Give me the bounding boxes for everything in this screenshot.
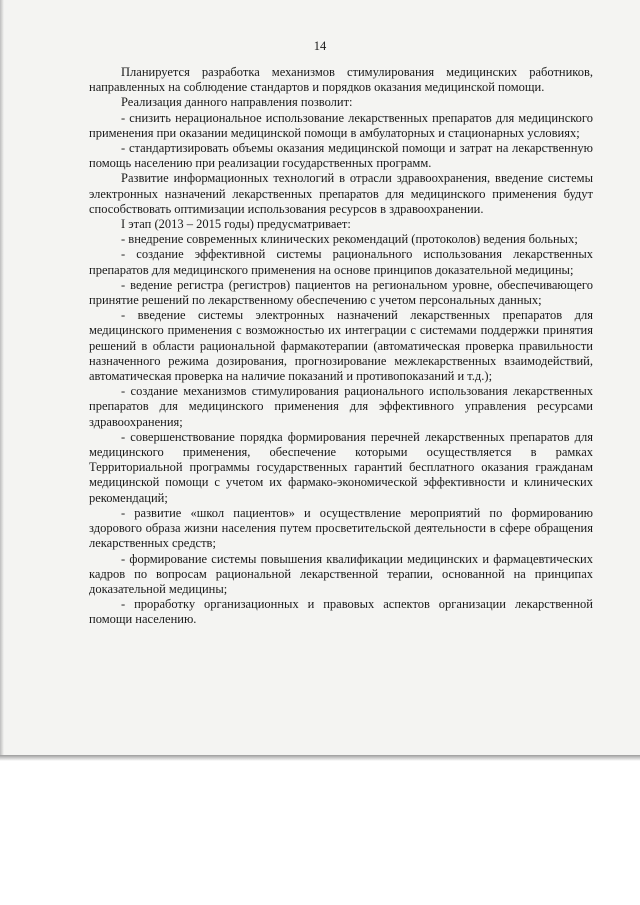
scan-bottom-shadow <box>0 755 640 761</box>
document-body <box>89 65 593 628</box>
paragraph-stimulation-plan: Планируется разработка механизмов стимулирования медицинских работников, направленных на соблюдение стандартов и порядков оказания медицинской помощи. <box>89 65 593 95</box>
list-item-clinical-guidelines: - внедрение современных клинических рекомендаций (протоколов) ведения больных; <box>121 232 578 247</box>
list-item-staff-qualification: - формирование системы повышения квалификации медицинских и фармацевтических кадров по вопросам рациональной лекарственной терапии, основанной на принципах доказательной медицины; <box>89 551 593 596</box>
list-item-patient-schools: - развитие «школ пациентов» и осуществление мероприятий по формированию здорового образа жизни населения путем просветительской деятельности в сфере обращения лекарственных средств; <box>89 505 593 551</box>
list-item-rational-use-system: - создание эффективной системы рационального использования лекарственных препаратов для медицинского применения на основе принципов доказательной медицины; <box>89 247 593 277</box>
list-item-reduce-irrational-use: - снизить нерациональное использование лекарственных препаратов для медицинского применения при оказании медицинской помощи в амбулаторных и стационарных условиях; <box>89 110 593 140</box>
list-item-standardize-volumes: - стандартизировать объемы оказания медицинской помощи и затрат на лекарственную помощь населению при реализации государственных программ. <box>89 141 593 171</box>
paragraph-implementation-intro: Реализация данного направления позволит: <box>121 95 353 110</box>
list-item-organizational-aspects: - проработку организационных и правовых аспектов организации лекарственной помощи населению. <box>89 597 593 627</box>
paragraph-stage-one-heading: I этап (2013 – 2015 годы) предусматривает: <box>121 217 351 232</box>
list-item-electronic-prescriptions: - введение системы электронных назначений лекарственных препаратов для медицинского применения с возможностью их интеграции с системами поддержки принятия решений в области рациональной фармакотерапии (автоматическая проверка правильности назначенного режима дозирования, прогнозирование межлекарственных взаимодействий, автоматическая проверка на наличие показаний и противопоказаний и т.д.); <box>89 308 593 384</box>
list-item-stimulation-mechanisms: - создание механизмов стимулирования рационального использования лекарственных препаратов для медицинского применения для эффективного управления ресурсами здравоохранения; <box>89 384 593 429</box>
list-item-drug-lists: - совершенствование порядка формирования перечней лекарственных препаратов для медицинского применения, обеспечение которыми осуществляется в рамках Территориальной программы государственных гарантий бесплатного оказания гражданам медицинской помощи с учетом их фармако-экономической эффективности и клинических рекомендаций; <box>89 429 593 505</box>
scan-edge-shadow <box>0 0 4 760</box>
page-number: 14 <box>313 39 327 53</box>
paragraph-it-development: Развитие информационных технологий в отрасли здравоохранения, введение системы электронных назначений лекарственных препаратов для медицинского применения будут способствовать оптимизации использования ресурсов в здравоохранении. <box>89 171 593 216</box>
list-item-patient-registry: - ведение регистра (регистров) пациентов на региональном уровне, обеспечивающего принятие решений по лекарственному обеспечению с учетом персональных данных; <box>89 277 593 308</box>
